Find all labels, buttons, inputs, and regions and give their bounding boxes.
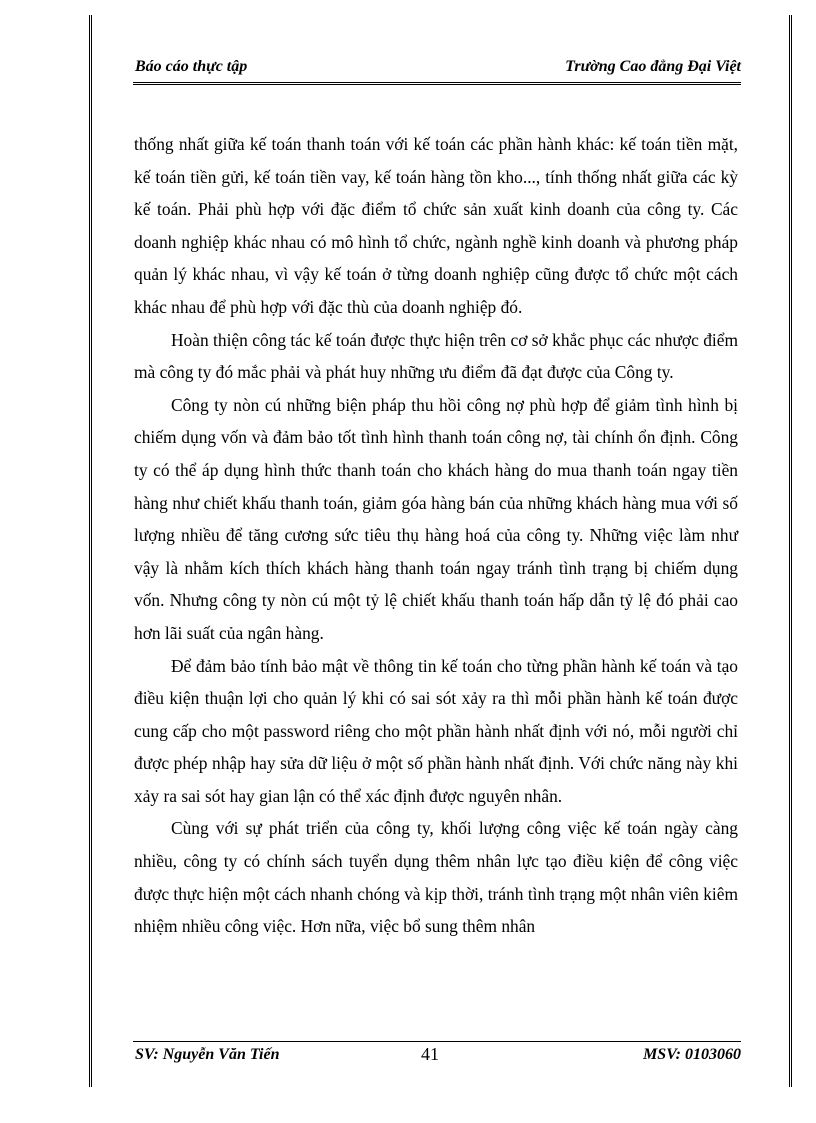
header-divider (133, 82, 741, 85)
page-header (133, 58, 741, 80)
footer-student-name: SV: Nguyễn Văn Tiến (135, 1046, 280, 1063)
paragraph-continuation: thống nhất giữa kế toán thanh toán với kế toán các phần hành khác: kế toán tiền mặt, kế toán tiền gửi, kế toán tiền vay, kế toán hàng tồn kho..., tính thống nhất giữa các kỳ kế toán. Phải phù hợp với đặc điểm tổ chức sản xuất kinh doanh của công ty. Các doanh nghiệp khác nhau có mô hình tổ chức, ngành nghề kinh doanh và phương pháp quản lý khác nhau, vì vậy kế toán ở từng doanh nghiệp cũng được tổ chức một cách khác nhau để phù hợp với đặc thù của doanh nghiệp đó. (134, 134, 738, 317)
footer-divider (133, 1041, 741, 1042)
document-body (134, 128, 738, 943)
paragraph: Hoàn thiện công tác kế toán được thực hiện trên cơ sở khắc phục các nhược điểm mà công ty đó mắc phải và phát huy những ưu điểm đã đạt được của Công ty. (134, 329, 738, 383)
paragraph: Cùng với sự phát triển của công ty, khối lượng công việc kế toán ngày càng nhiều, công ty có chính sách tuyển dụng thêm nhân lực tạo điều kiện để công việc được thực hiện một cách nhanh chóng và kịp thời, tránh tình trạng một nhân viên kiêm nhiệm nhiều công việc. Hơn nữa, việc bổ sung thêm nhân (134, 818, 738, 937)
footer-student-id: MSV: 0103060 (643, 1046, 741, 1063)
page-footer (133, 1044, 741, 1066)
page-number: 41 (421, 1044, 439, 1064)
header-report-title: Báo cáo thực tập (135, 58, 248, 75)
header-school-name: Trường Cao đẳng Đại Việt (565, 58, 741, 75)
paragraph: Công ty nòn cú những biện pháp thu hồi công nợ phù hợp để giảm tình hình bị chiếm dụng vốn và đảm bảo tốt tình hình thanh toán công nợ, tài chính ổn định. Công ty có thể áp dụng hình thức thanh toán cho khách hàng do mua thanh toán ngay tiền hàng như chiết khấu thanh toán, giảm góa hàng bán của những khách hàng mua với số lượng nhiều để tăng cương sức tiêu thụ hàng hoá của công ty. Những việc làm như vậy là nhằm kích thích khách hàng thanh toán ngay tránh tình trạng bị chiếm dụng vốn. Nhưng công ty nòn cú một tỷ lệ chiết khấu thanh toán hấp dẫn tỷ lệ đó phải cao hơn lãi suất của ngân hàng. (134, 394, 738, 643)
paragraph: Để đảm bảo tính bảo mật về thông tin kế toán cho từng phần hành kế toán và tạo điều kiện thuận lợi cho quản lý khi có sai sót xảy ra thì mỗi phần hành kế toán được cung cấp cho một password riêng cho một phần hành nhất định với nó, mỗi người chỉ được phép nhập hay sửa dữ liệu ở một số phần hành nhất định. Với chức năng này khi xảy ra sai sót hay gian lận có thể xác định được nguyên nhân. (134, 655, 738, 806)
